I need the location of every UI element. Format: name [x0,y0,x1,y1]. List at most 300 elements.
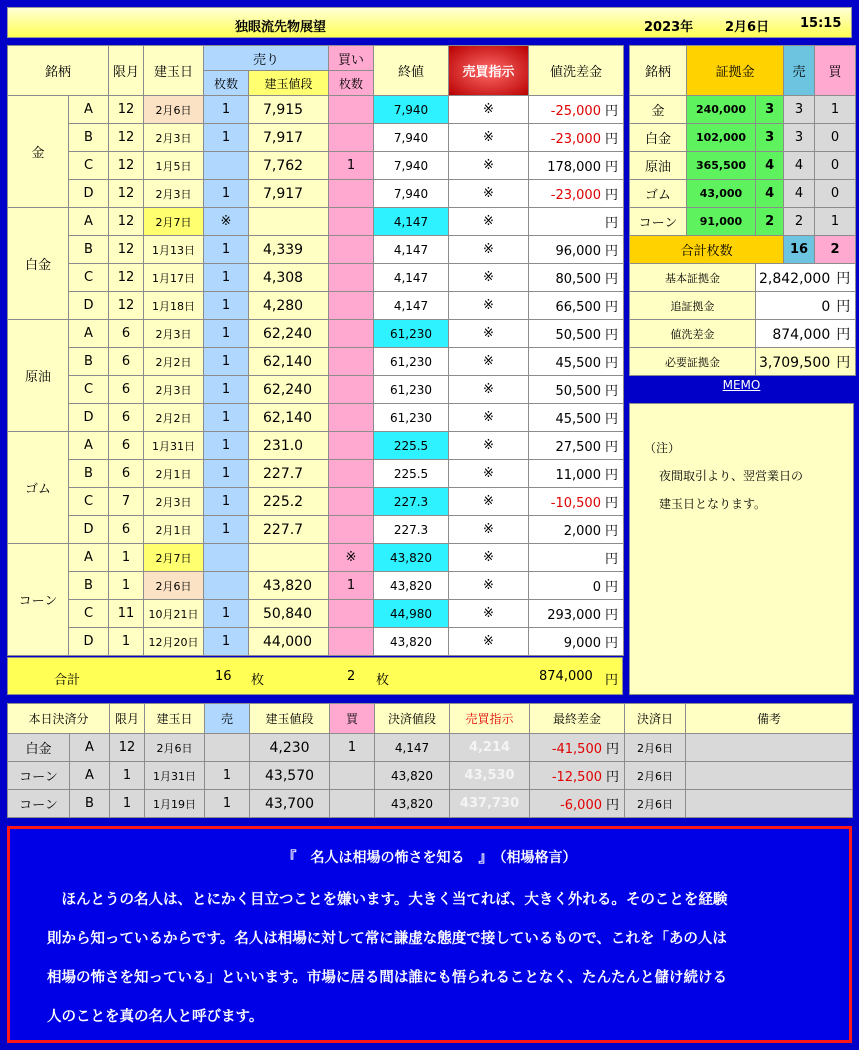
summary-value [756,348,856,376]
row-sell-count: 1 [204,600,249,628]
row-diff-value: -23,000 [550,188,601,203]
settle-header-saishu-sakin: 最終差金 [530,704,625,734]
row-date: 2月3日 [144,376,204,404]
row-sub: C [69,152,109,180]
row-price: 62,140 [249,348,329,376]
row-buy-count [329,404,374,432]
row-diff [529,544,624,572]
row-shiji: ※ [449,600,529,628]
row-month: 1 [109,544,144,572]
row-diff-value: 66,500 [555,300,601,315]
row-date: 1月31日 [144,432,204,460]
row-shiji: ※ [449,96,529,124]
row-diff [529,152,624,180]
settle-name: コーン [8,790,70,818]
settle-name: コーン [8,762,70,790]
row-month: 12 [109,180,144,208]
summary-label: 値洗差金 [630,320,756,348]
settle-diff-value: -41,500 [551,742,602,757]
yen-unit: 円 [836,354,851,371]
margin-amount: 240,000 [687,96,756,124]
settle-buy: 1 [330,734,375,762]
margin-multiplier: 4 [756,180,784,208]
settle-date: 1月31日 [145,762,205,790]
row-diff-value: 45,500 [555,412,601,427]
row-diff-value: 50,500 [555,328,601,343]
group-name: コーン [8,544,69,656]
row-close: 43,820 [374,628,449,656]
row-month: 6 [109,516,144,544]
row-month: 12 [109,292,144,320]
settle-header-baibai-shiji: 売買指示 [450,704,530,734]
row-diff [529,516,624,544]
margin-row [630,208,856,236]
row-diff [529,236,624,264]
row-sell-count: 1 [204,404,249,432]
memo-line: 建玉日となります。 [659,497,767,511]
row-buy-count [329,432,374,460]
row-buy-count [329,208,374,236]
row-date: 2月6日 [144,572,204,600]
row-price [249,208,329,236]
row-diff [529,320,624,348]
margin-multiplier: 4 [756,152,784,180]
summary-row [630,292,856,320]
row-price: 62,240 [249,320,329,348]
row-price: 62,240 [249,376,329,404]
settle-kessaibi: 2月6日 [625,734,686,762]
row-date: 2月2日 [144,348,204,376]
row-sell-count: ※ [204,208,249,236]
row-shiji: ※ [449,264,529,292]
settle-biko [686,762,853,790]
yen-unit: 円 [604,160,618,175]
margin-row [630,152,856,180]
row-buy-count [329,516,374,544]
settle-header-tategyoku-neban: 建玉値段 [250,704,330,734]
row-close: 44,980 [374,600,449,628]
row-diff-value: 96,000 [555,244,601,259]
margin-name: 原油 [630,152,687,180]
yen-unit: 円 [604,244,618,259]
row-price: 7,917 [249,124,329,152]
row-diff [529,124,624,152]
summary-amount: 2,842,000 [759,270,831,287]
row-date: 2月3日 [144,124,204,152]
margin-name: コーン [630,208,687,236]
row-price: 227.7 [249,516,329,544]
position-row [8,320,624,348]
yen-unit: 円 [836,298,851,315]
row-sell-count: 1 [204,628,249,656]
settle-date: 1月19日 [145,790,205,818]
row-diff-value: 2,000 [563,524,601,539]
row-date: 2月3日 [144,488,204,516]
row-shiji: ※ [449,516,529,544]
margin-row [630,124,856,152]
row-shiji: ※ [449,376,529,404]
settle-header-kessai-neban: 決済値段 [375,704,450,734]
row-sub: C [69,264,109,292]
row-diff-value: -25,000 [550,104,601,119]
settle-price: 43,700 [250,790,330,818]
date-label: 2月6日 [725,20,770,35]
count-total-sell: 16 [784,236,814,264]
position-row [8,600,624,628]
header-gengetsu: 限月 [109,46,144,96]
row-close: 43,820 [374,544,449,572]
row-sell-count: 1 [204,292,249,320]
row-close: 4,147 [374,208,449,236]
row-close: 43,820 [374,572,449,600]
row-sub: B [69,236,109,264]
row-sub: D [69,404,109,432]
yen-unit: 円 [604,580,618,595]
yen-unit: 円 [604,272,618,287]
group-name: ゴム [8,432,69,544]
settle-shiji: 4,214 [450,734,530,762]
margin-name: 白金 [630,124,687,152]
row-sub: D [69,180,109,208]
settle-diff [530,734,625,762]
row-buy-count [329,264,374,292]
settle-sub: B [70,790,110,818]
row-shiji: ※ [449,432,529,460]
settle-biko [686,790,853,818]
header-tategyoku-neban: 建玉値段 [249,71,329,96]
row-price: 225.2 [249,488,329,516]
yen-unit: 円 [836,326,851,343]
row-month: 12 [109,124,144,152]
header-owarine: 終値 [374,46,449,96]
row-shiji: ※ [449,292,529,320]
row-close: 61,230 [374,404,449,432]
row-diff [529,348,624,376]
position-row [8,124,624,152]
row-diff-value: 80,500 [555,272,601,287]
row-buy-count [329,628,374,656]
row-sell-count: 1 [204,488,249,516]
row-month: 6 [109,432,144,460]
memo-line: 夜間取引より、翌営業日の [659,469,804,483]
position-row [8,236,624,264]
position-row [8,96,624,124]
row-sub: B [69,572,109,600]
row-month: 12 [109,264,144,292]
time-label: 15:15 [800,16,842,31]
yen-unit: 円 [604,300,618,315]
row-sell-count: 1 [204,348,249,376]
row-price: 4,280 [249,292,329,320]
row-close: 61,230 [374,320,449,348]
row-close: 225.5 [374,460,449,488]
settle-buy [330,762,375,790]
margin-sell: 3 [784,96,814,124]
yen-unit: 円 [604,188,618,203]
yen-unit: 円 [606,742,620,757]
row-month: 1 [109,572,144,600]
header-kai: 買い [329,46,374,71]
yen-unit: 円 [604,636,618,651]
margin-table [629,45,856,376]
row-diff-value: 45,500 [555,356,601,371]
yen-unit: 円 [606,770,620,785]
row-diff [529,404,624,432]
header-tategyokubi: 建玉日 [144,46,204,96]
row-buy-count [329,348,374,376]
yen-unit: 円 [606,798,620,813]
yen-unit: 円 [604,468,618,483]
settle-kessaibi: 2月6日 [625,790,686,818]
row-month: 12 [109,96,144,124]
row-sub: D [69,628,109,656]
settle-row [8,762,853,790]
margin-buy: 0 [814,124,856,152]
settle-diff [530,762,625,790]
row-date: 1月13日 [144,236,204,264]
margin-sell: 3 [784,124,814,152]
position-row [8,572,624,600]
row-close: 61,230 [374,348,449,376]
total-diff: 874,000 [539,669,593,684]
settle-sub: A [70,762,110,790]
row-diff-value: 0 [592,580,601,595]
settle-kessaibi: 2月6日 [625,762,686,790]
row-sub: C [69,376,109,404]
row-date: 2月2日 [144,404,204,432]
row-date: 1月18日 [144,292,204,320]
row-date: 2月3日 [144,320,204,348]
row-price: 62,140 [249,404,329,432]
margin-name: 金 [630,96,687,124]
positions-table [7,45,624,656]
margin-sell: 4 [784,152,814,180]
yen-unit: 円 [604,524,618,539]
summary-label: 追証拠金 [630,292,756,320]
yen-unit: 円 [604,216,618,231]
settle-settle-price: 4,147 [375,734,450,762]
row-buy-count [329,488,374,516]
row-buy-count [329,600,374,628]
row-shiji: ※ [449,544,529,572]
summary-value [756,292,856,320]
settle-header-kessaibi: 決済日 [625,704,686,734]
row-sub: A [69,96,109,124]
row-close: 4,147 [374,292,449,320]
row-buy-count [329,292,374,320]
yen-unit: 円 [604,328,618,343]
row-price: 4,308 [249,264,329,292]
row-shiji: ※ [449,124,529,152]
year-label: 2023年 [644,20,694,35]
row-date: 10月21日 [144,600,204,628]
summary-value [756,320,856,348]
settle-row [8,790,853,818]
row-sell-count: 1 [204,376,249,404]
settle-price: 43,570 [250,762,330,790]
margin-amount: 365,500 [687,152,756,180]
settle-header-gengetsu: 限月 [110,704,145,734]
row-close: 7,940 [374,152,449,180]
settle-month: 12 [110,734,145,762]
settle-diff-value: -6,000 [560,798,602,813]
row-month: 6 [109,404,144,432]
position-row [8,348,624,376]
row-diff-value: -10,500 [550,496,601,511]
row-month: 7 [109,488,144,516]
row-month: 6 [109,460,144,488]
position-row [8,628,624,656]
position-row [8,432,624,460]
settle-date: 2月6日 [145,734,205,762]
row-diff [529,180,624,208]
row-buy-count [329,236,374,264]
row-shiji: ※ [449,180,529,208]
yen-unit: 円 [604,496,618,511]
row-diff [529,376,624,404]
margin-amount: 43,000 [687,180,756,208]
settle-sell: 1 [205,790,250,818]
row-sub: A [69,320,109,348]
row-sell-count: 1 [204,264,249,292]
row-date: 2月3日 [144,180,204,208]
margin-header-kai: 買 [814,46,856,96]
row-diff [529,96,624,124]
row-diff-value: 50,500 [555,384,601,399]
summary-value [756,264,856,292]
row-shiji: ※ [449,404,529,432]
row-shiji: ※ [449,236,529,264]
position-row [8,516,624,544]
settle-settle-price: 43,820 [375,762,450,790]
row-month: 12 [109,236,144,264]
row-sell-count [204,152,249,180]
memo-link[interactable]: MEMO [722,378,761,392]
summary-amount: 3,709,500 [759,354,831,371]
row-sell-count: 1 [204,236,249,264]
settle-price: 4,230 [250,734,330,762]
yen-unit: 円 [604,132,618,147]
header-baibai-shiji: 売買指示 [449,46,529,96]
row-sell-count: 1 [204,516,249,544]
row-price: 50,840 [249,600,329,628]
row-month: 1 [109,628,144,656]
row-buy-count [329,96,374,124]
row-close: 7,940 [374,96,449,124]
margin-multiplier: 3 [756,124,784,152]
row-sub: B [69,124,109,152]
row-month: 6 [109,320,144,348]
yen-unit: 円 [604,104,618,119]
group-name: 白金 [8,208,69,320]
page-title: 独眼流先物展望 [235,20,327,35]
yen-unit: 円 [604,384,618,399]
row-price: 7,915 [249,96,329,124]
margin-buy: 1 [814,96,856,124]
row-diff [529,264,624,292]
row-date: 2月7日 [144,544,204,572]
row-diff [529,432,624,460]
settle-header-kai: 買 [330,704,375,734]
yen-unit: 円 [604,552,618,567]
row-close: 227.3 [374,516,449,544]
count-total-label: 合計枚数 [630,236,784,264]
row-close: 61,230 [374,376,449,404]
settle-sell: 1 [205,762,250,790]
settle-shiji: 437,730 [450,790,530,818]
row-diff [529,600,624,628]
position-row [8,544,624,572]
summary-amount: 874,000 [772,326,831,343]
quote-line: ほんとうの名人は、とにかく目立つことを嫌います。大きく当てれば、大きく外れる。そのことを経験 [47,892,728,908]
settle-sub: A [70,734,110,762]
position-row [8,376,624,404]
row-shiji: ※ [449,460,529,488]
row-sell-count: 1 [204,124,249,152]
header-buy-count: 枚数 [329,71,374,96]
header-nearai-sakin: 値洗差金 [529,46,624,96]
summary-row [630,264,856,292]
position-row [8,152,624,180]
group-name: 金 [8,96,69,208]
settle-name: 白金 [8,734,70,762]
count-total-buy: 2 [814,236,856,264]
header-sell-count: 枚数 [204,71,249,96]
row-sub: D [69,292,109,320]
row-date: 2月1日 [144,516,204,544]
row-sell-count: 1 [204,460,249,488]
margin-row [630,96,856,124]
row-shiji: ※ [449,628,529,656]
margin-amount: 91,000 [687,208,756,236]
settle-header-honjitsu: 本日決済分 [8,704,110,734]
settle-month: 1 [110,762,145,790]
total-yen: 円 [605,673,619,688]
position-row [8,460,624,488]
margin-name: ゴム [630,180,687,208]
settle-diff-value: -12,500 [551,770,602,785]
row-month: 12 [109,152,144,180]
row-diff [529,628,624,656]
margin-multiplier: 3 [756,96,784,124]
row-sub: A [69,432,109,460]
row-date: 2月6日 [144,96,204,124]
settlement-table [7,703,853,818]
settle-header-tategyokubi: 建玉日 [145,704,205,734]
row-sell-count: 1 [204,320,249,348]
row-shiji: ※ [449,488,529,516]
row-price: 227.7 [249,460,329,488]
total-label: 合計 [54,673,81,688]
summary-label: 基本証拠金 [630,264,756,292]
row-sub: C [69,488,109,516]
margin-header-shokokin: 証拠金 [687,46,784,96]
row-price: 43,820 [249,572,329,600]
memo-box [629,403,854,695]
margin-sell: 4 [784,180,814,208]
settle-row [8,734,853,762]
memo-line: （注） [644,441,681,455]
row-month: 11 [109,600,144,628]
margin-amount: 102,000 [687,124,756,152]
row-sell-count: 1 [204,96,249,124]
row-buy-count: 1 [329,572,374,600]
row-buy-count: ※ [329,544,374,572]
row-buy-count: 1 [329,152,374,180]
summary-row [630,320,856,348]
margin-multiplier: 2 [756,208,784,236]
row-buy-count [329,180,374,208]
